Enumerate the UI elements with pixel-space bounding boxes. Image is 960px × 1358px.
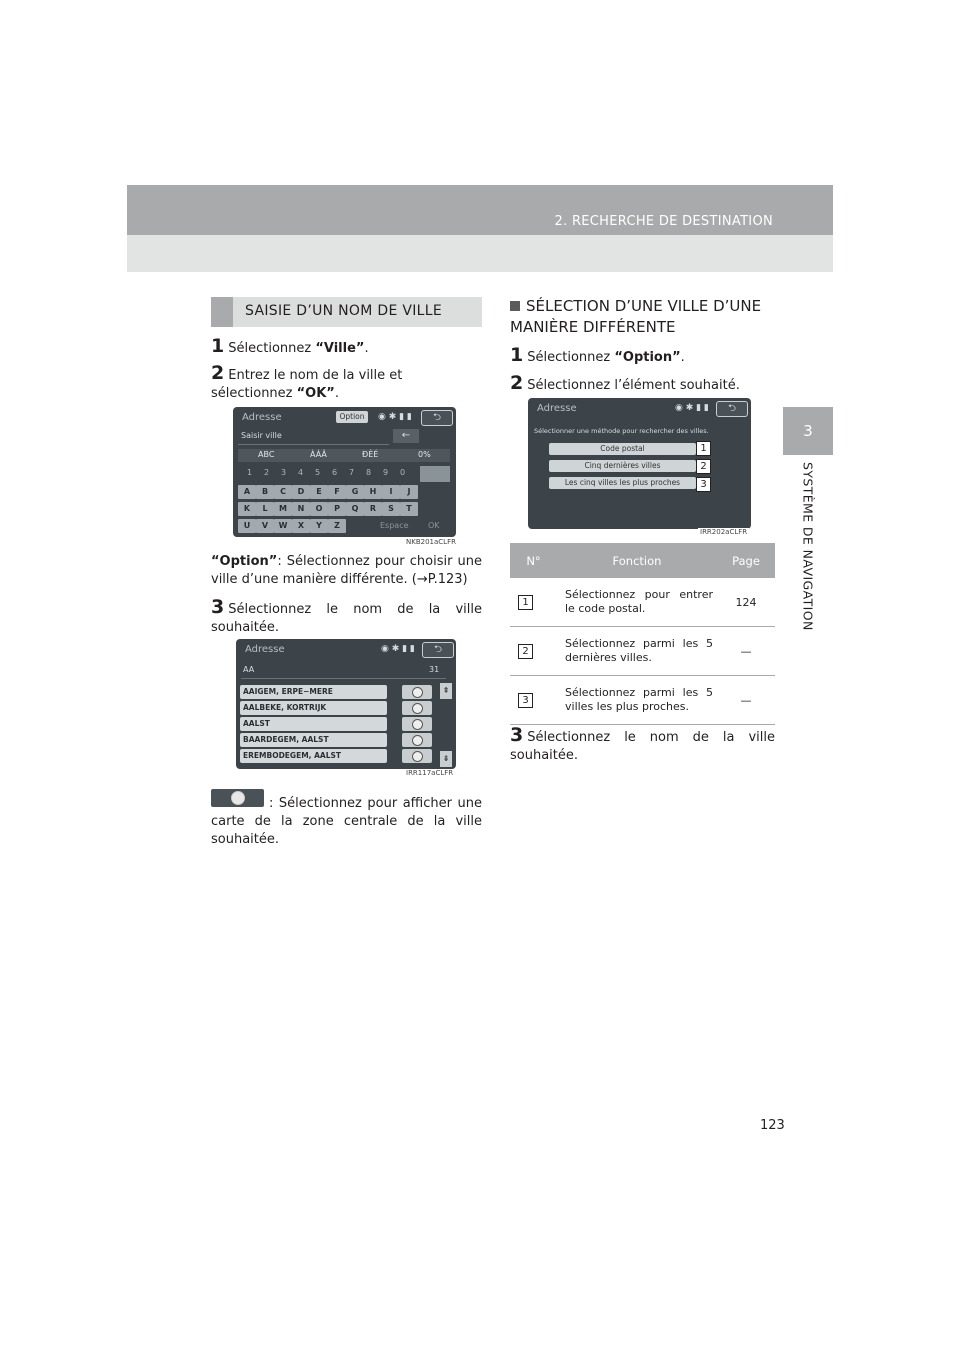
- tab-accents-e[interactable]: ÐÈÉ: [362, 450, 379, 459]
- step-text: Sélectionnez: [228, 341, 316, 356]
- key-j[interactable]: J: [400, 485, 418, 499]
- row-number: 2: [518, 644, 533, 659]
- chapter-side-label-text: SYSTÈME DE NAVIGATION: [800, 462, 816, 631]
- marker-3: 3: [696, 477, 711, 492]
- key-s[interactable]: S: [382, 502, 400, 516]
- method-prompt: Sélectionner une méthode pour rechercher des villes.: [534, 427, 709, 435]
- option-key: “Option”: [211, 554, 278, 569]
- map-button[interactable]: [402, 749, 432, 763]
- screen-search-method: [528, 398, 751, 529]
- ok-key[interactable]: OK: [428, 521, 440, 530]
- step-key: “Option”: [614, 350, 681, 365]
- city-list-item[interactable]: AALBEKE, KORTRIJK: [240, 701, 387, 715]
- step-number: 2: [211, 362, 225, 384]
- marker-2: 2: [696, 459, 711, 474]
- option-button[interactable]: Option: [336, 411, 368, 423]
- map-target-icon: [412, 751, 423, 762]
- step-text: Sélectionnez l’élément souhaité.: [527, 378, 740, 393]
- back-button[interactable]: ⮌: [422, 642, 454, 658]
- tab-abc[interactable]: ABC: [258, 450, 275, 459]
- section-heading-other-method: [510, 296, 775, 338]
- step-2: [211, 364, 482, 403]
- digit-key-8[interactable]: 8: [366, 468, 372, 477]
- section-heading-text: SÉLECTION D’UNE VILLE D’UNE MANIÈRE DIFFÉRENTE: [510, 297, 762, 336]
- figure-caption: IRR202aCLFR: [700, 528, 748, 536]
- digit-key-0[interactable]: 0: [400, 468, 406, 477]
- key-m[interactable]: M: [274, 502, 292, 516]
- map-button[interactable]: [402, 717, 432, 731]
- key-t[interactable]: T: [400, 502, 418, 516]
- square-bullet-icon: [510, 301, 520, 311]
- step-punct: .: [364, 341, 369, 356]
- city-list: [236, 685, 456, 769]
- section-heading-city-name: [211, 297, 482, 327]
- last-cities-option[interactable]: Cinq dernières villes: [549, 460, 696, 472]
- status-icons: ◉ ✱ ▮ ▮: [381, 644, 415, 654]
- map-button[interactable]: [402, 685, 432, 699]
- row-number: 1: [518, 595, 533, 610]
- status-icons: ◉ ✱ ▮ ▮: [378, 412, 412, 422]
- key-y[interactable]: Y: [310, 519, 328, 533]
- screen-city-list: [236, 639, 456, 769]
- table-row: [510, 627, 775, 676]
- row-page: —: [717, 627, 775, 676]
- city-list-item[interactable]: AALST: [240, 717, 387, 731]
- digit-key-7[interactable]: 7: [349, 468, 355, 477]
- screen-title: Adresse: [245, 644, 285, 655]
- map-target-icon: [412, 735, 423, 746]
- tab-symbols[interactable]: 0%: [418, 450, 431, 459]
- key-z[interactable]: Z: [328, 519, 346, 533]
- screen-title: Adresse: [242, 412, 282, 423]
- row-page: 124: [717, 578, 775, 627]
- table-row: [510, 578, 775, 627]
- key-k[interactable]: K: [238, 502, 256, 516]
- city-list-item[interactable]: BAARDEGEM, AALST: [240, 733, 387, 747]
- digit-key-5[interactable]: 5: [315, 468, 321, 477]
- step-number: 2: [510, 372, 524, 394]
- figure-caption: NKB201aCLFR: [406, 538, 456, 546]
- key-n[interactable]: N: [292, 502, 310, 516]
- row-number: 3: [518, 693, 533, 708]
- city-list-item[interactable]: AAIGEM, ERPE−MERE: [240, 685, 387, 699]
- key-c[interactable]: C: [274, 485, 292, 499]
- keyboard-tabs: [238, 449, 450, 462]
- step-punct: .: [680, 350, 685, 365]
- row-function: Sélectionnez parmi les 5 villes les plus proches.: [557, 676, 717, 725]
- space-key[interactable]: Espace: [380, 521, 409, 530]
- key-p[interactable]: P: [328, 502, 346, 516]
- map-target-icon: [412, 719, 423, 730]
- city-list-item[interactable]: EREMBODEGEM, AALST: [240, 749, 387, 763]
- digit-key-4[interactable]: 4: [298, 468, 304, 477]
- city-input[interactable]: Saisir ville: [238, 431, 389, 445]
- key-w[interactable]: W: [274, 519, 292, 533]
- step-number: 1: [211, 335, 225, 357]
- key-b[interactable]: B: [256, 485, 274, 499]
- key-e[interactable]: E: [310, 485, 328, 499]
- key-a[interactable]: A: [238, 485, 256, 499]
- step-text: Sélectionnez: [527, 350, 615, 365]
- map-button[interactable]: [402, 701, 432, 715]
- row-page: —: [717, 676, 775, 725]
- digit-key-1[interactable]: 1: [247, 468, 253, 477]
- query-bar: [241, 665, 446, 679]
- step-1: [211, 337, 482, 358]
- tab-accents-a[interactable]: ÀÁÂ: [310, 450, 327, 459]
- chapter-number: 3: [803, 422, 813, 440]
- back-button[interactable]: ⮌: [716, 401, 748, 417]
- key-d[interactable]: D: [292, 485, 310, 499]
- screen-city-keyboard: [233, 407, 456, 537]
- option-note: [211, 553, 482, 589]
- key-x[interactable]: X: [292, 519, 310, 533]
- scroll-up-icon[interactable]: ⇞: [440, 683, 452, 699]
- step-number: 3: [211, 596, 225, 618]
- digit-key-6[interactable]: 6: [332, 468, 338, 477]
- key-q[interactable]: Q: [346, 502, 364, 516]
- step-text: Entrez le nom de la ville et sélectionnez: [211, 368, 403, 401]
- header-band: [127, 235, 833, 272]
- step-2: [510, 374, 775, 395]
- postal-code-option[interactable]: Code postal: [549, 443, 696, 455]
- key-h[interactable]: H: [364, 485, 382, 499]
- key-r[interactable]: R: [364, 502, 382, 516]
- scroll-down-icon[interactable]: ⇟: [440, 751, 452, 767]
- key-v[interactable]: V: [256, 519, 274, 533]
- screen-title: Adresse: [537, 403, 577, 414]
- chapter-title: 2. RECHERCHE DE DESTINATION: [554, 214, 773, 229]
- step-1: [510, 346, 775, 367]
- step-text: Sélectionnez le nom de la ville souhaitée.: [211, 602, 482, 635]
- row-function: Sélectionnez parmi les 5 dernières villes.: [557, 627, 717, 676]
- digit-key-2[interactable]: 2: [264, 468, 270, 477]
- step-text: Sélectionnez le nom de la ville souhaitée.: [510, 730, 775, 763]
- table-row: [510, 676, 775, 725]
- marker-1: 1: [696, 441, 711, 456]
- result-count: 31: [429, 665, 440, 674]
- map-button[interactable]: [402, 733, 432, 747]
- key-l[interactable]: L: [256, 502, 274, 516]
- digit-key-3[interactable]: 3: [281, 468, 287, 477]
- map-note: : Sélectionnez pour afficher une carte de la zone centrale de la ville souhaitée.: [211, 796, 482, 847]
- key-i[interactable]: I: [382, 485, 400, 499]
- col-header-function: Fonction: [557, 543, 717, 578]
- step-key: “Ville”: [315, 341, 365, 356]
- status-icons: ◉ ✱ ▮ ▮: [675, 403, 709, 413]
- figure-caption: IRR117aCLFR: [406, 769, 454, 777]
- chapter-tab: [783, 407, 833, 455]
- map-target-icon: [412, 687, 423, 698]
- section-heading-text: SAISIE D’UN NOM DE VILLE: [245, 303, 443, 319]
- key-o[interactable]: O: [310, 502, 328, 516]
- step-3: [211, 598, 482, 637]
- step-key: “OK”: [296, 386, 335, 401]
- step-number: 3: [510, 724, 524, 746]
- back-button[interactable]: ⮌: [421, 410, 453, 426]
- chapter-side-label: [783, 462, 833, 692]
- step-punct: .: [334, 386, 339, 401]
- option-note-text: : Sélectionnez pour choisir une ville d’une manière différente. (→P.123): [211, 554, 482, 587]
- step-3: [510, 726, 775, 765]
- function-table: [510, 543, 775, 725]
- map-target-icon: [412, 703, 423, 714]
- digit-key-9[interactable]: 9: [383, 468, 389, 477]
- step-number: 1: [510, 344, 524, 366]
- query-text: AA: [243, 665, 255, 674]
- col-header-no: N°: [510, 543, 557, 578]
- page-number: 123: [760, 1118, 785, 1133]
- key-f[interactable]: F: [328, 485, 346, 499]
- key-u[interactable]: U: [238, 519, 256, 533]
- row-function: Sélectionnez pour entrer le code postal.: [557, 578, 717, 627]
- nearest-cities-option[interactable]: Les cinq villes les plus proches: [549, 477, 696, 489]
- keyboard-layout-icon[interactable]: [420, 466, 450, 482]
- delete-icon[interactable]: ←: [393, 429, 419, 443]
- col-header-page: Page: [717, 543, 775, 578]
- key-g[interactable]: G: [346, 485, 364, 499]
